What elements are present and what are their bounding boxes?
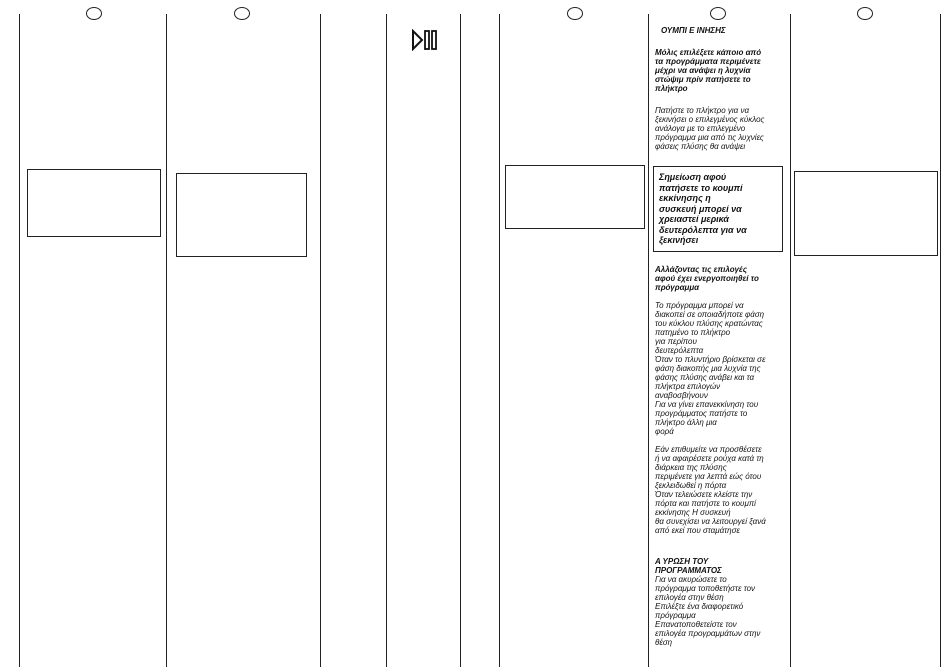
note-text: Σημείωση αφού πατήσετε το κουμπί εκκίνησης η συσκευή μπορεί να χρειαστεί μερικά δευτερόλεπτα για να ξεκινήσει — [659, 172, 747, 245]
column-rule — [19, 14, 20, 667]
figure-placeholder — [505, 165, 645, 229]
cancel-heading: Α ΥΡΩΣΗ ΤΟΥ ΠΡΟΓΡΑΜΜΑΤΟΣ — [655, 557, 722, 575]
column-rule — [790, 14, 791, 667]
play-pause-icon — [411, 29, 439, 51]
cancel-text: Για να ακυρώσετε το πρόγραμμα τοποθετήστε τον επιλογέα στην θέση Επιλέξτε ένα διαφορετικό πρόγραμμα Επανατοποθετείστε τον επιλογέα προγραμμάτων στην θέση — [655, 575, 761, 647]
indicator-circle-icon — [234, 7, 250, 20]
indicator-circle-icon — [710, 7, 726, 20]
intro-text: Πατήστε το πλήκτρο για να ξεκινήσει ο επιλεγμένος κύκλος ανάλογα με το επιλεγμένο πρόγραμμα μια από τις λυχνίες φάσεις πλύσης θα ανάψει — [655, 106, 765, 151]
indicator-circle-icon — [567, 7, 583, 20]
column-rule — [386, 14, 387, 667]
indicator-circle-icon — [857, 7, 873, 20]
figure-placeholder — [27, 169, 161, 237]
change-text: Το πρόγραμμα μπορεί να διακοπεί σε οποιαδήποτε φάση του κύκλου πλύσης κρατώντας πατημένο το πλήκτρο για περίπου δευτερόλεπτα Όταν το πλυντήριο βρίσκεται σε φάση διακοπής μια λυχνία της φάσης πλύσης ανάβει και τα πλήκτρα επιλογών αναβοσβήνουν Για να γίνει επανεκκίνηση του προγράμματος πατήστε το πλήκτρο άλλη μια φορά — [655, 301, 766, 436]
column-rule — [460, 14, 461, 667]
indicator-circle-icon — [86, 7, 102, 20]
column-rule — [320, 14, 321, 667]
figure-placeholder — [176, 173, 307, 257]
intro-bold: Μόλις επιλέξετε κάποιο από τα προγράμματα περιμένετε μέχρι να ανάψει η λυχνία στώψιμ πρίν πατήσετε το πλήκτρο — [655, 48, 762, 93]
section-header: ΟΥΜΠΙ Ε ΙΝΗΣΗΣ — [661, 26, 726, 35]
clothes-text: Εάν επιθυμείτε να προσθέσετε ή να αφαιρέσετε ρούχα κατά τη διάρκεια της πλύσης περιμένετε για λεπτά εώς ότου ξεκλειδωθεί η πόρτα Όταν τελειώσετε κλείστε την πόρτα και πατήστε το κουμπί εκκίνησης Η συσκευή θα συνεχίσει να λειτουργεί ξανά από εκεί που σταμάτησε — [655, 445, 766, 535]
figure-placeholder — [794, 171, 938, 256]
column-rule — [648, 14, 649, 667]
change-heading: Αλλάζοντας τις επιλογές αφού έχει ενεργοποιηθεί το πρόγραμμα — [655, 265, 759, 292]
column-rule — [166, 14, 167, 667]
column-rule — [940, 14, 941, 667]
column-rule — [499, 14, 500, 667]
